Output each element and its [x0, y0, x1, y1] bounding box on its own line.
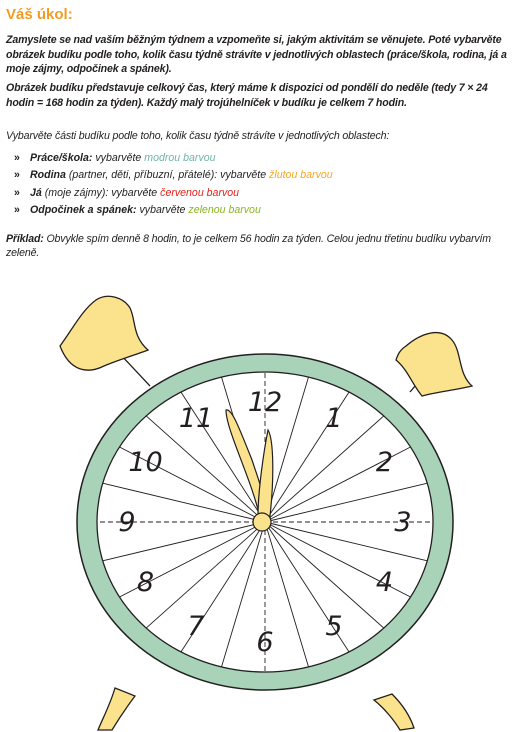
category-term: Já	[30, 186, 42, 199]
clock-center-cap	[253, 513, 271, 531]
clock-number: 5	[325, 610, 343, 642]
category-color-name: zelenou barvou	[188, 204, 261, 217]
clock-foot-left	[98, 688, 135, 730]
clock-number: 4	[375, 567, 394, 598]
alarm-clock-illustration[interactable]	[0, 280, 527, 732]
category-item-work	[14, 150, 514, 167]
clock-number: 12	[247, 387, 283, 418]
task-title: Váš úkol:	[6, 6, 73, 23]
category-list	[14, 150, 514, 220]
clock-number: 2	[375, 447, 394, 478]
bullet-icon: »	[14, 169, 20, 182]
category-color-name: modrou barvou	[144, 152, 216, 164]
bullet-icon: »	[14, 186, 20, 199]
clock-number: 3	[394, 507, 412, 538]
bullet-icon: »	[14, 152, 20, 164]
category-text: : vybarvěte	[105, 186, 161, 199]
category-item-family	[14, 167, 514, 184]
category-note: (moje zájmy)	[41, 186, 106, 199]
bell-right	[396, 333, 472, 396]
category-note: (partner, děti, příbuzní, přátelé)	[65, 169, 215, 182]
category-term: Rodina	[30, 169, 66, 182]
clock-number: 8	[136, 567, 155, 598]
clock-number: 10	[128, 447, 163, 478]
intro-paragraph: Zamyslete se nad vaším běžným týdnem a vzpomeňte si, jakým aktivitám se věnujete. Poté vybarvěte obrázek budíku podle toho, kolik času týdně strávíte v jednotlivých oblastech (práce/škola, rodina, já a moje zájmy, odpočinek a spánek).	[6, 34, 507, 76]
explanation-paragraph: Obrázek budíku představuje celkový čas, který máme k dispozici od pondělí do neděle (tedy 7 × 24 hodin = 168 hodin za týden). Každý malý trojúhelníček v budíku je celkem 7 hodin.	[6, 82, 488, 109]
category-item-self	[14, 185, 514, 202]
clock-number: 7	[187, 610, 205, 642]
category-color-name: červenou barvou	[160, 186, 240, 199]
clock-number: 9	[118, 507, 136, 538]
bell-left	[60, 296, 148, 370]
category-text: : vybarvěte	[214, 169, 270, 182]
clock-number: 6	[256, 627, 274, 658]
category-item-rest	[14, 202, 514, 219]
category-color-name: žlutou barvou	[269, 169, 333, 182]
clock-number: 11	[178, 403, 214, 435]
clock-foot-right	[374, 694, 414, 730]
example-text: Obvykle spím denně 8 hodin, to je celkem 56 hodin za týden. Celou jednu třetinu budíku vybarvím zeleně.	[6, 233, 491, 259]
bullet-icon: »	[14, 204, 20, 217]
example-paragraph	[6, 232, 521, 260]
category-text: vybarvěte	[136, 204, 189, 217]
category-text: vybarvěte	[92, 152, 145, 164]
category-term: Práce/škola:	[30, 152, 93, 164]
instruction-paragraph: Vybarvěte části budíku podle toho, kolik času týdně strávíte v jednotlivých oblastech:	[6, 130, 390, 142]
example-label: Příklad:	[6, 233, 44, 245]
clock-number: 1	[325, 403, 343, 435]
category-term: Odpočinek a spánek:	[30, 204, 137, 217]
